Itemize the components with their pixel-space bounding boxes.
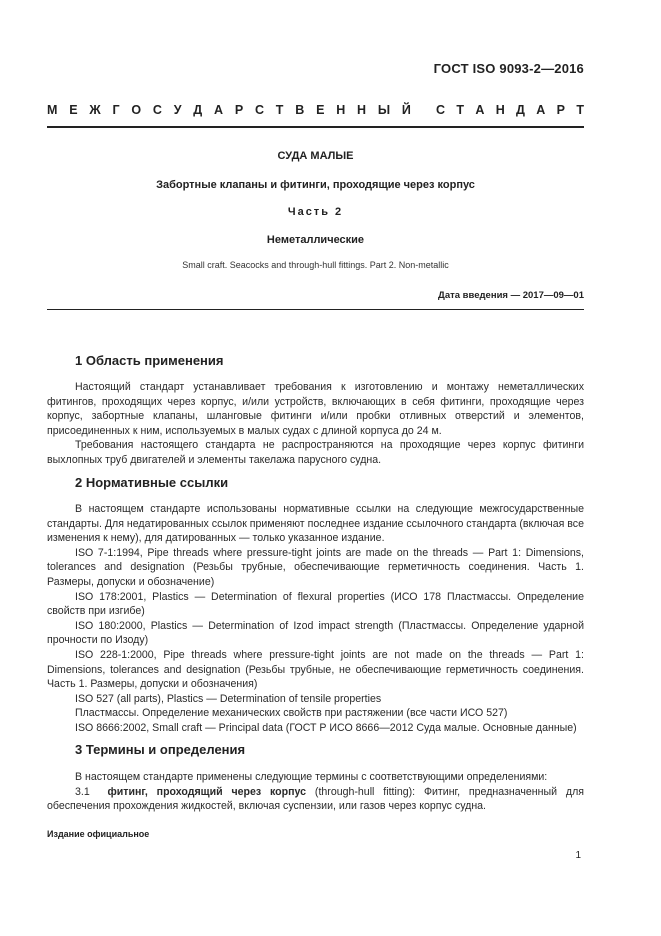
reference-item: ISO 180:2000, Plastics — Determination of Izod impact strength (Пластмассы. Определение ударной прочности по Изоду) — [47, 619, 584, 647]
banner-letter: Д — [193, 103, 203, 117]
banner-letter: С — [436, 103, 446, 117]
banner-letter: Р — [556, 103, 565, 117]
reference-item: Пластмассы. Определение механических свойств при растяжении (все части ИСО 527) — [75, 707, 508, 720]
reference-item: ISO 228-1:2000, Pipe threads where pressure-tight joints are not made on the threads — Part 1: Dimensions, tolerances and designation (Резьбы трубные, не обеспечивающие герметичность соединения. Часть 1. Размеры, допуски и обозначения) — [47, 648, 584, 691]
section-1-heading: 1 Область применения — [75, 353, 224, 368]
part-number: Часть 2 — [287, 206, 344, 218]
banner-letter: Р — [234, 103, 244, 117]
banner-letter: Н — [495, 103, 505, 117]
interstate-standard-banner — [47, 103, 584, 117]
header-divider — [47, 126, 584, 128]
date-divider — [47, 309, 584, 310]
banner-letter: С — [254, 103, 264, 117]
standard-word — [436, 103, 584, 117]
document-subtitle: Забортные клапаны и фитинги, проходящие через корпус — [156, 179, 475, 191]
interstate-word — [47, 103, 411, 117]
document-title: СУДА МАЛЫЕ — [277, 150, 354, 162]
reference-item: ISO 7-1:1994, Pipe threads where pressure-tight joints are made on the threads — Part 1: Dimensions, tolerances and designation (Резьбы трубные, обеспечивающие герметичность соединения. Часть 1. Размеры, допуски и обозначение) — [47, 546, 584, 588]
banner-letter: У — [173, 103, 182, 117]
banner-letter: А — [214, 103, 224, 117]
paragraph: В настоящем стандарте использованы нормативные ссылки на следующие межгосударственные стандарты. Для недатированных ссылок применяют последнее издание ссылочного стандарта (включая все изменения к нему), для датированных — только указанное издание. — [47, 503, 584, 545]
page-number: 1 — [575, 850, 581, 861]
english-title: Small craft. Seacocks and through-hull fittings. Part 2. Non-metallic — [182, 260, 449, 270]
section-2-body — [47, 502, 584, 736]
banner-letter: А — [475, 103, 485, 117]
section-3-body — [47, 770, 584, 814]
official-edition-note: Издание официальное — [47, 829, 150, 839]
banner-letter: Й — [401, 103, 411, 117]
part-title: Неметаллические — [266, 234, 365, 246]
banner-letter: С — [152, 103, 162, 117]
reference-item: ISO 178:2001, Plastics — Determination of flexural properties (ИСО 178 Пластмассы. Определение свойств при изгибе) — [47, 590, 584, 618]
banner-letter: Т — [456, 103, 464, 117]
banner-letter: Т — [275, 103, 284, 117]
term-number: 3.1 — [75, 785, 90, 798]
banner-letter: Е — [69, 103, 78, 117]
banner-letter: Г — [112, 103, 120, 117]
banner-letter: Н — [336, 103, 346, 117]
section-3-heading: 3 Термины и определения — [75, 742, 246, 757]
banner-letter: В — [295, 103, 305, 117]
section-1-body — [47, 380, 584, 468]
paragraph: Требования настоящего стандарта не распространяются на проходящие через корпус фитинги выхлопных труб двигателей и элементы такелажа парусного судна. — [47, 439, 584, 466]
section-2-heading: 2 Нормативные ссылки — [75, 475, 229, 490]
effective-date: Дата введения — 2017—09—01 — [438, 290, 584, 301]
banner-letter: О — [131, 103, 142, 117]
banner-letter: Ж — [89, 103, 101, 117]
banner-letter: Е — [316, 103, 325, 117]
banner-letter: М — [47, 103, 58, 117]
paragraph: Настоящий стандарт устанавливает требования к изготовлению и монтажу неметаллических фитингов, проходящих через корпус, и/или устройств, включающих в себя фитинги, проходящие через корпус, забортные клапаны, шланговые фитинги и/или пробки отливных отверстий и элементов, присоединенных к ним, используемых в малых судах с длиной корпуса до 24 м. — [47, 381, 584, 437]
term-text: (through-hull fitting): Фитинг, предназначенный для обеспечения прохождения жидкостей, включая суспензии, или газов через корпус судна. — [47, 785, 585, 813]
banner-letter: Ы — [377, 103, 391, 117]
reference-item: ISO 8666:2002, Small craft — Principal data (ГОСТ Р ИСО 8666—2012 Суда малые. Основные данные) — [75, 721, 577, 734]
banner-letter: Н — [357, 103, 367, 117]
banner-letter: Т — [576, 103, 584, 117]
banner-letter: Д — [516, 103, 525, 117]
term-definition — [47, 785, 584, 814]
document-code: ГОСТ ISO 9093-2—2016 — [433, 61, 584, 76]
term-name: фитинг, проходящий через корпус — [107, 785, 307, 798]
paragraph: В настоящем стандарте применены следующие термины с соответствующими определениями: — [75, 771, 548, 783]
reference-item: ISO 527 (all parts), Plastics — Determination of tensile properties — [75, 692, 382, 705]
banner-letter: А — [536, 103, 546, 117]
